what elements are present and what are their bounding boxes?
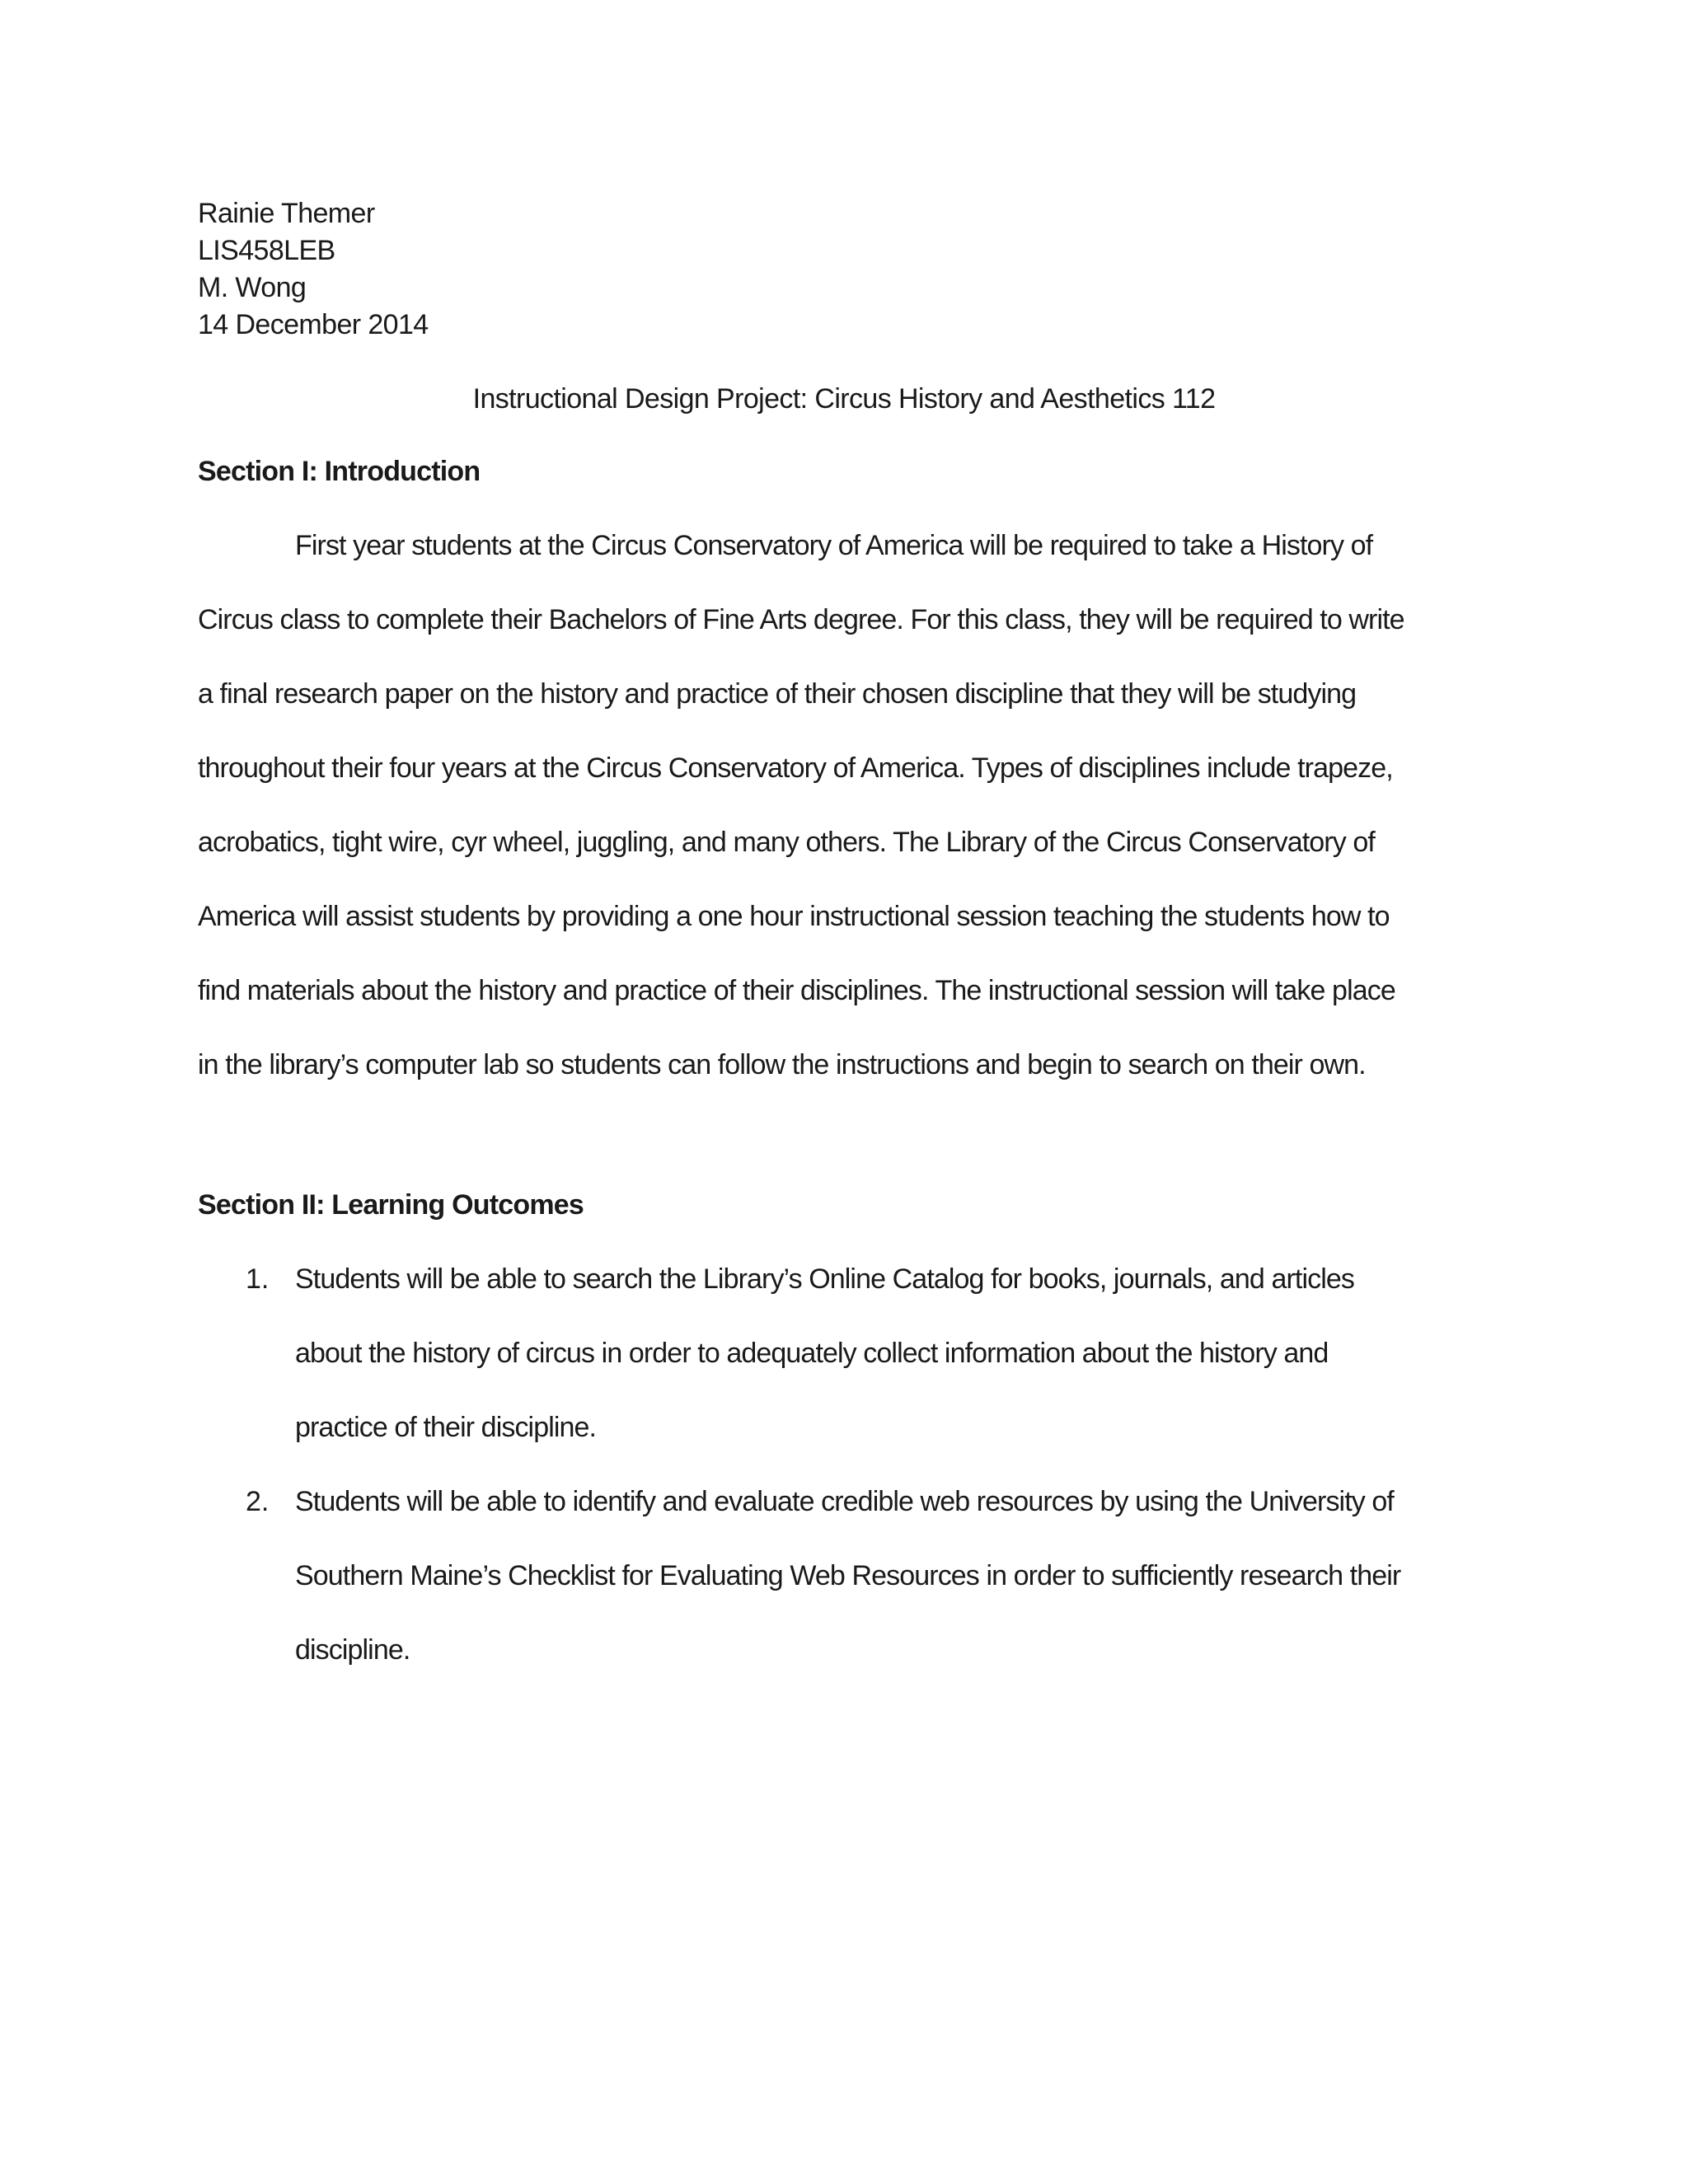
list-item-line: Southern Maine’s Checklist for Evaluating Web Resources in order to sufficiently research their [295, 1560, 1401, 1591]
list-item-number: 1. [246, 1263, 270, 1295]
list-item-number: 2. [246, 1486, 270, 1517]
paragraph-line: in the library’s computer lab so students can follow the instructions and begin to search on their own. [198, 1049, 1366, 1080]
author-name: Rainie Themer [198, 198, 375, 229]
list-item-line: Students will be able to identify and evaluate credible web resources by using the University of [295, 1486, 1394, 1517]
course-code: LIS458LEB [198, 235, 335, 266]
paragraph-line: find materials about the history and practice of their disciplines. The instructional session will take place [198, 975, 1395, 1006]
document-date: 14 December 2014 [198, 309, 429, 340]
paragraph-line: throughout their four years at the Circus Conservatory of America. Types of disciplines include trapeze, [198, 752, 1393, 784]
list-item-line: practice of their discipline. [295, 1412, 597, 1443]
list-item-line: discipline. [295, 1634, 410, 1666]
list-item-line: about the history of circus in order to adequately collect information about the history and [295, 1338, 1329, 1369]
section-heading-learning-outcomes: Section II: Learning Outcomes [198, 1189, 584, 1221]
list-item-line: Students will be able to search the Library’s Online Catalog for books, journals, and articles [295, 1263, 1354, 1295]
paragraph-line: America will assist students by providing a one hour instructional session teaching the students how to [198, 901, 1390, 932]
paragraph-line: Circus class to complete their Bachelors of Fine Arts degree. For this class, they will be required to write [198, 604, 1404, 635]
paragraph-line: First year students at the Circus Conservatory of America will be required to take a History of [295, 530, 1373, 561]
paragraph-line: acrobatics, tight wire, cyr wheel, juggling, and many others. The Library of the Circus Conservatory of [198, 827, 1375, 858]
section-heading-introduction: Section I: Introduction [198, 456, 481, 487]
document-title: Instructional Design Project: Circus History and Aesthetics 112 [472, 383, 1216, 415]
paragraph-line: a final research paper on the history and practice of their chosen discipline that they will be studying [198, 678, 1357, 710]
instructor-name: M. Wong [198, 272, 307, 303]
document-header [198, 195, 1517, 344]
